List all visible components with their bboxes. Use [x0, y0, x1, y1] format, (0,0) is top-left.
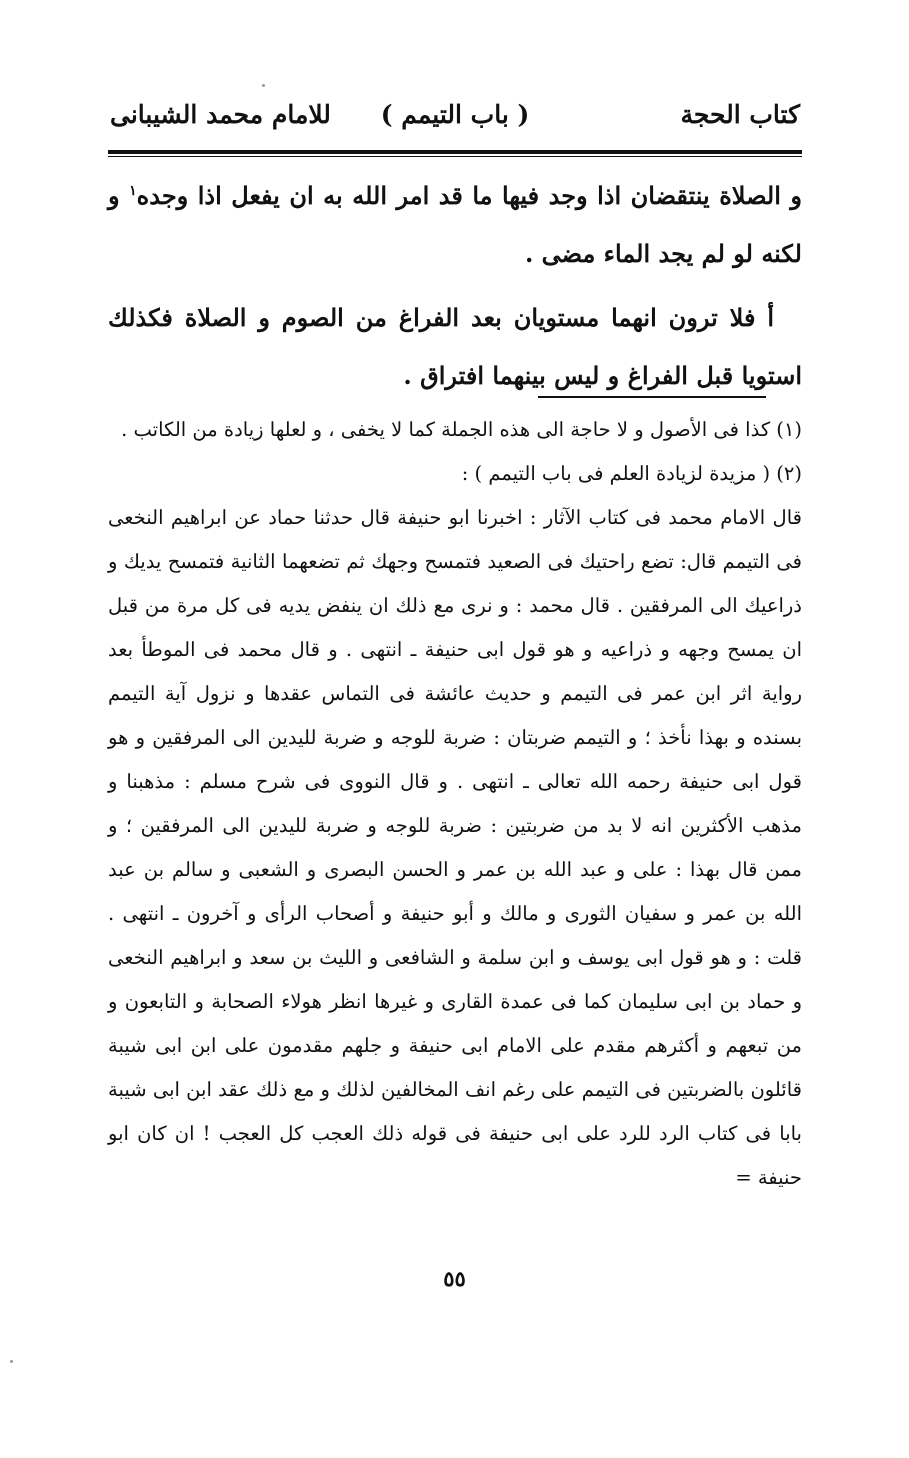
footnote-divider	[538, 396, 766, 398]
main-text	[108, 162, 802, 405]
main-paragraph-1-text: و الصلاة ينتقضان اذا وجد فيها ما قد امر الله به ان يفعل اذا وجده	[136, 181, 803, 210]
header-chapter-title: ( باب التيمم )	[380, 100, 530, 129]
footnote-1: (١) كذا فى الأصول و لا حاجة الى هذه الجملة كما لا يخفى ، و لعلها زيادة من الكاتب .	[121, 418, 802, 441]
main-paragraph-1	[108, 162, 802, 283]
page-number: ٥٥	[443, 1266, 466, 1291]
main-paragraph-1-end: و لكنه لو لم يجد الماء مضى .	[108, 181, 802, 268]
footnote-marker-1: ١	[129, 183, 137, 199]
scan-speck	[262, 84, 265, 87]
header-divider	[108, 150, 802, 154]
footnote-2-heading: (٢) ( مزيدة لزيادة العلم فى باب التيمم ) :	[461, 462, 802, 485]
scan-speck	[10, 1360, 13, 1363]
header-author: للامام محمد الشيبانى	[110, 100, 331, 129]
header-book-title: كتاب الحجة	[680, 100, 800, 129]
running-header	[110, 96, 800, 144]
main-paragraph-2: أ فلا ترون انهما مستويان بعد الفراغ من الصوم و الصلاة فكذلك استويا قبل الفراغ و ليس بينهما افتراق .	[108, 303, 802, 390]
footnote-2-body: قال الامام محمد فى كتاب الآثار : اخبرنا ابو حنيفة قال حدثنا حماد عن ابراهيم النخعى فى التيمم قال: تضع راحتيك فى الصعيد فتمسح وجهك ثم تضعهما الثانية فتمسح يديك و ذراعيك الى المرفقين . قال محمد : و نرى مع ذلك ان ينفض يديه فى كل مرة من قبل ان يمسح وجهه و ذراعيه و هو قول ابى حنيفة ـ انتهى . و قال محمد فى الموطأ بعد رواية اثر ابن عمر فى التيمم و حديث عائشة فى التماس عقدها و نزول آية التيمم بسنده و بهذا نأخذ ؛ و التيمم ضربتان : ضربة للوجه و ضربة لليدين الى المرفقين و هو قول ابى حنيفة رحمه الله تعالى ـ انتهى . و قال النووى فى شرح مسلم : مذهبنا و مذهب الأكثرين انه لا بد من ضربتين : ضربة للوجه و ضربة لليدين الى المرفقين ؛ و ممن قال بهذا : على و عبد الله بن عمر و الحسن البصرى و الشعبى و سالم بن عبد الله بن عمر و سفيان الثورى و مالك و أبو حنيفة و أصحاب الرأى و آخرون ـ انتهى . قلت : و هو قول ابى يوسف و ابن سلمة و الشافعى و الليث بن سعد و ابراهيم النخعى و حماد بن ابى سليمان كما فى عمدة القارى و غيرها انظر هولاء الصحابة و التابعون و من تبعهم و أكثرهم مقدم على الامام ابى حنيفة و جلهم مقدمون على ابن ابى شيبة قائلون بالضربتين فى التيمم على رغم انف المخالفين لذلك و مع ذلك عقد ابن ابى شيبة بابا فى كتاب الرد للرد على ابى حنيفة فى قوله ذلك العجب كل العجب ! ان كان ابو حنيفة =	[108, 506, 802, 1189]
footnotes	[108, 408, 802, 1200]
